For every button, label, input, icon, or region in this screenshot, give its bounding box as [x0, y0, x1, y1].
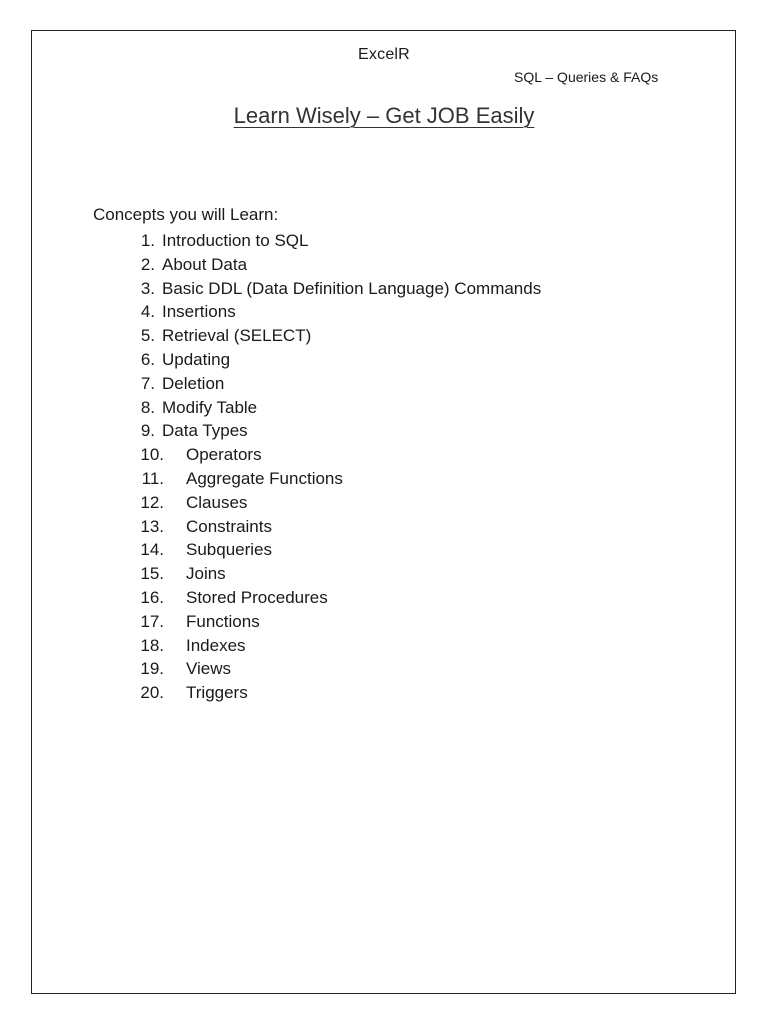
list-item-number: 13.: [140, 516, 164, 536]
list-item-text: Views: [186, 659, 232, 679]
brand-title: ExcelR: [358, 46, 410, 63]
list-item: [93, 253, 541, 277]
list-item-number: 7.: [140, 373, 155, 393]
list-item-number: 17.: [140, 611, 164, 631]
list-item-text: Clauses: [186, 492, 248, 512]
list-item: [93, 372, 541, 396]
list-item: [93, 634, 541, 658]
list-item-number: 10.: [140, 445, 164, 465]
list-item: [93, 300, 541, 324]
list-item-number: 12.: [140, 492, 164, 512]
list-item: [93, 657, 541, 681]
list-item-text: Stored Procedures: [186, 587, 328, 607]
list-item-text: About Data: [162, 254, 248, 274]
list-item-text: Operators: [186, 445, 262, 465]
page-heading-text: Learn Wisely – Get JOB Easily: [233, 103, 535, 128]
list-item-number: 2.: [140, 254, 155, 274]
list-item-number: 15.: [140, 564, 164, 584]
list-item: [93, 538, 541, 562]
list-item-number: 1.: [140, 231, 155, 250]
list-item: [93, 467, 541, 491]
list-item-number: 6.: [140, 349, 155, 369]
list-item-text: Aggregate Functions: [186, 468, 343, 488]
list-item-text: Joins: [186, 564, 226, 584]
list-item-number: 16.: [140, 587, 164, 607]
document-subtitle: SQL – Queries & FAQs: [514, 69, 659, 85]
list-item-number: 9.: [140, 421, 155, 441]
list-item: [93, 229, 541, 253]
list-item-number: 19.: [140, 659, 164, 679]
list-item-text: Introduction to SQL: [162, 231, 309, 250]
list-item-number: 18.: [140, 635, 164, 655]
list-item-text: Constraints: [186, 516, 272, 536]
list-item: [93, 348, 541, 372]
list-item-text: Subqueries: [186, 540, 273, 560]
list-item-text: Insertions: [162, 302, 236, 322]
list-item-number: 4.: [140, 302, 155, 322]
list-item-number: 20.: [140, 683, 164, 703]
concepts-intro: Concepts you will Learn:: [93, 205, 279, 224]
list-item-text: Updating: [162, 349, 231, 369]
list-item: [93, 277, 541, 301]
list-item-text: Deletion: [162, 373, 225, 393]
list-item: [93, 515, 541, 539]
list-item-number: 11.: [141, 468, 164, 488]
list-item-text: Modify Table: [162, 397, 258, 417]
list-item-number: 3.: [140, 278, 155, 298]
list-item: [93, 681, 541, 705]
list-item-number: 14.: [140, 540, 164, 560]
list-item-text: Basic DDL (Data Definition Language) Commands: [162, 278, 542, 298]
list-item-text: Indexes: [186, 635, 246, 655]
list-item-text: Triggers: [186, 683, 248, 703]
list-item-text: Retrieval (SELECT): [162, 326, 312, 346]
list-item: [93, 443, 541, 467]
list-item: [93, 419, 541, 443]
list-item-number: 5.: [140, 326, 155, 346]
list-item: [93, 491, 541, 515]
list-item-text: Functions: [186, 611, 260, 631]
list-item-text: Data Types: [162, 421, 248, 441]
list-item: [93, 324, 541, 348]
page-heading: [0, 103, 768, 129]
list-item: [93, 396, 541, 420]
list-item: [93, 586, 541, 610]
list-item: [93, 562, 541, 586]
list-item: [93, 610, 541, 634]
list-item-number: 8.: [140, 397, 155, 417]
concept-list: [93, 229, 541, 705]
